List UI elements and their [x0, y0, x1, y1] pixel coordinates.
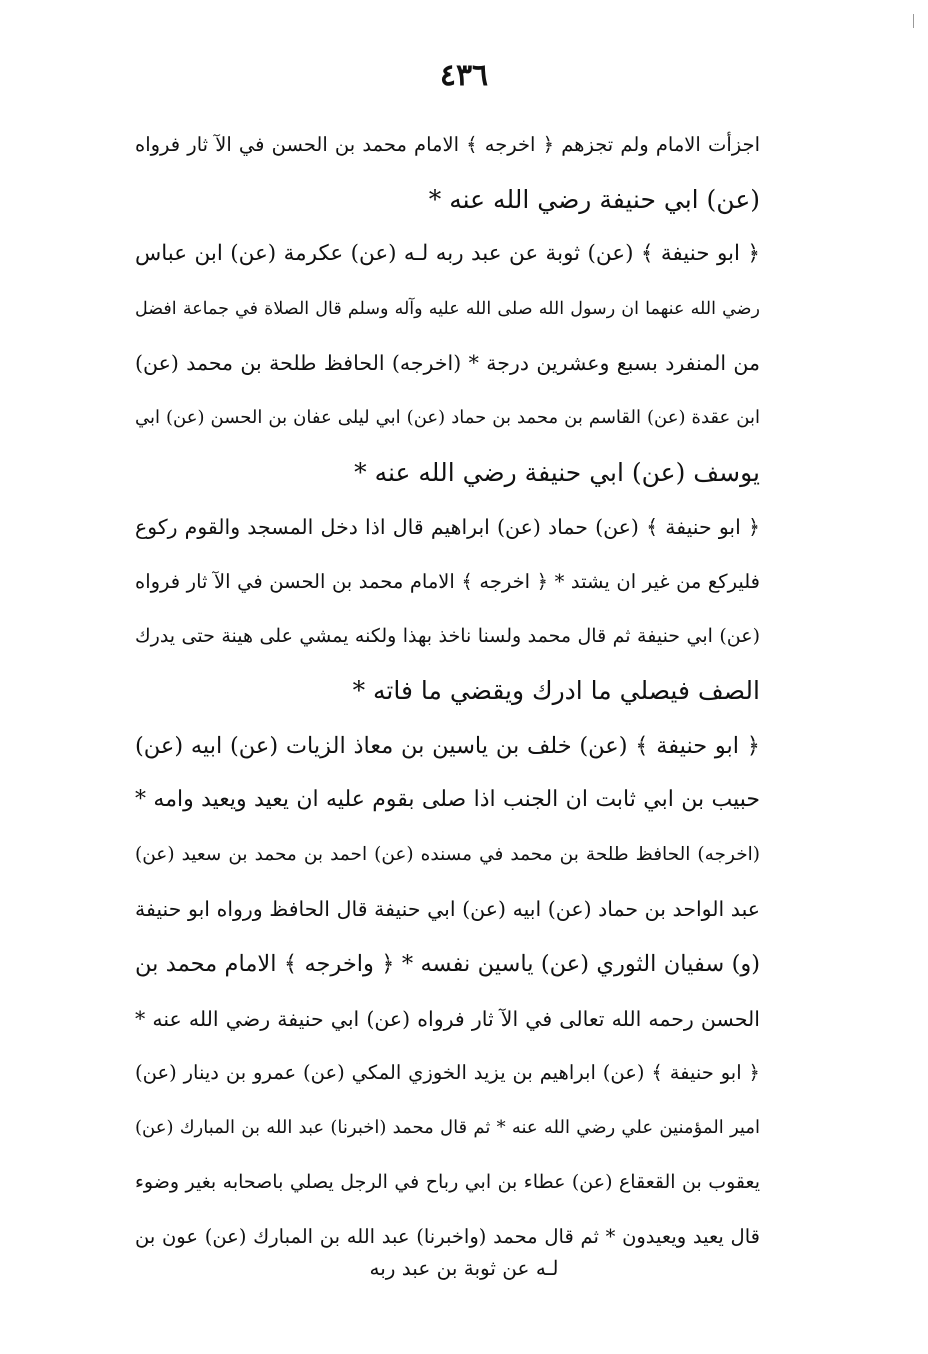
text-line: يعقوب بن القعقاع (عن) عطاء بن ابي رباح في الرجل يصلي باصحابه بغير وضوء	[135, 1171, 760, 1194]
text-line: قال يعيد ويعيدون * ثم قال محمد (واخبرنا) عبد الله بن المبارك (عن) عون بن	[135, 1224, 760, 1248]
text-line: حبيب بن ابي ثابت ان الجنب اذا صلى بقوم عليه ان يعيد ويعيد وامه *	[135, 787, 760, 813]
text-line: الصف فيصلي ما ادرك ويقضي ما فاته *	[352, 675, 760, 705]
text-line: رضي الله عنهما ان رسول الله صلى الله عليه وآله وسلم قال الصلاة في جماعة افضل	[135, 298, 760, 319]
main-text-block	[135, 118, 760, 1264]
text-line: (عن) ابي حنيفة ثم قال محمد ولسنا ناخذ بهذا ولكنه يمشي على هينة حتى يدرك	[135, 625, 760, 648]
text-line: عبد الواحد بن حماد (عن) ابيه (عن) ابي حنيفة قال الحافظ ورواه ابو حنيفة	[135, 897, 760, 922]
text-line: ﴿ ابو حنيفة ﴾ (عن) خلف بن ياسين بن معاذ الزيات (عن) ابيه (عن)	[135, 732, 760, 759]
text-line: ابن عقدة (عن) القاسم بن محمد بن حماد (عن) ابي ليلى عفان بن الحسن (عن) ابي	[135, 406, 760, 428]
footnote: لـه عن ثوبة بن عبد ربه	[369, 1256, 559, 1280]
text-line: من المنفرد بسبع وعشرين درجة * (اخرجه) الحافظ طلحة بن محمد (عن)	[135, 351, 760, 376]
text-line: (عن) ابي حنيفة رضي الله عنه *	[428, 184, 760, 214]
text-line: ﴿ ابو حنيفة ﴾ (عن) حماد (عن) ابراهيم قال اذا دخل المسجد والقوم ركوع	[135, 515, 760, 540]
text-line: ﴿ ابو حنيفة ﴾ (عن) ابراهيم بن يزيد الخوزي المكي (عن) عمرو بن دينار (عن)	[135, 1061, 760, 1085]
text-line: امير المؤمنين علي رضي الله عنه * ثم قال محمد (اخبرنا) عبد الله بن المبارك (عن)	[135, 1116, 760, 1138]
text-line: ﴿ ابو حنيفة ﴾ (عن) ثوبة عن عبد ربه لـه (عن) عكرمة (عن) ابن عباس	[135, 241, 760, 267]
text-line: اجزأت الامام ولم تجزهم ﴿ اخرجه ﴾ الامام محمد بن الحسن في الآ ثار فرواه	[135, 133, 760, 156]
text-line: (اخرجه) الحافظ طلحة بن محمد في مسنده (عن) احمد بن محمد بن سعيد (عن)	[135, 843, 760, 865]
page-number: ٤٣٦	[439, 58, 489, 93]
text-line: الحسن رحمه الله تعالى في الآ ثار فرواه (عن) ابي حنيفة رضي الله عنه *	[135, 1006, 760, 1031]
margin-mark	[913, 14, 914, 28]
text-line: يوسف (عن) ابي حنيفة رضي الله عنه *	[354, 457, 760, 487]
text-line: (و) سفيان الثوري (عن) ياسين نفسه * ﴿ واخرجه ﴾ الامام محمد بن	[135, 950, 760, 977]
text-line: فليركع من غير ان يشتد * ﴿ اخرجه ﴾ الامام محمد بن الحسن في الآ ثار فرواه	[135, 569, 760, 593]
